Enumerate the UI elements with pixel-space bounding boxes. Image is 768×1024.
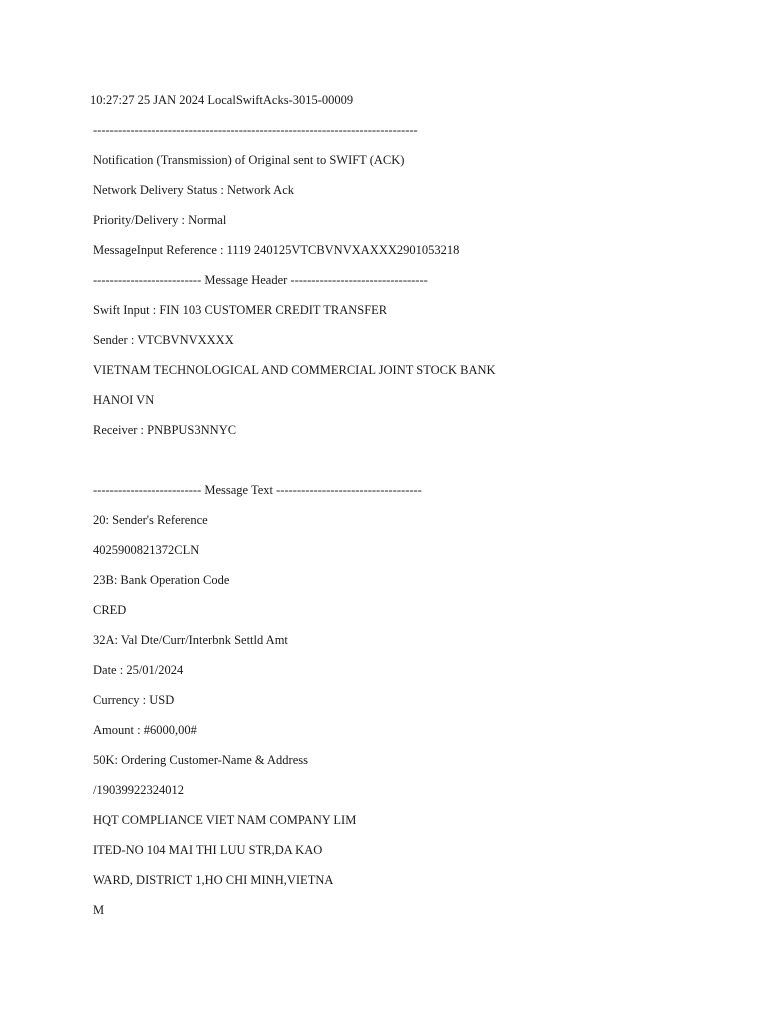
field-50k-line1: HQT COMPLIANCE VIET NAM COMPANY LIM: [93, 813, 357, 827]
sender-city: HANOI VN: [93, 393, 155, 407]
message-header-separator: -------------------------- Message Header ---------------------------------: [93, 273, 428, 287]
field-50k-line3: WARD, DISTRICT 1,HO CHI MINH,VIETNA: [93, 873, 334, 887]
swift-input: Swift Input : FIN 103 CUSTOMER CREDIT TRANSFER: [93, 303, 388, 317]
priority-delivery: Priority/Delivery : Normal: [93, 213, 227, 227]
field-23b-value: CRED: [93, 603, 127, 617]
network-delivery-status: Network Delivery Status : Network Ack: [93, 183, 295, 197]
field-50k-label: 50K: Ordering Customer-Name & Address: [93, 753, 308, 767]
field-32a-date: Date : 25/01/2024: [93, 663, 184, 677]
timestamp-line: 10:27:27 25 JAN 2024 LocalSwiftAcks-3015-00009: [90, 93, 354, 107]
field-32a-currency: Currency : USD: [93, 693, 175, 707]
sender-bank-name: VIETNAM TECHNOLOGICAL AND COMMERCIAL JOINT STOCK BANK: [93, 363, 496, 377]
field-20-value: 4025900821372CLN: [93, 543, 200, 557]
separator-top: ------------------------------------------------------------------------------: [93, 123, 418, 137]
field-50k-line4: M: [93, 903, 105, 917]
field-32a-amount: Amount : #6000,00#: [93, 723, 197, 737]
field-50k-account: /19039922324012: [93, 783, 184, 797]
field-23b-label: 23B: Bank Operation Code: [93, 573, 230, 587]
message-text-separator: -------------------------- Message Text -----------------------------------: [93, 483, 422, 497]
field-20-label: 20: Sender's Reference: [93, 513, 208, 527]
field-32a-label: 32A: Val Dte/Curr/Interbnk Settld Amt: [93, 633, 288, 647]
message-input-reference: MessageInput Reference : 1119 240125VTCBVNVXAXXX2901053218: [93, 243, 460, 257]
notification-line: Notification (Transmission) of Original sent to SWIFT (ACK): [93, 153, 405, 167]
field-50k-line2: ITED-NO 104 MAI THI LUU STR,DA KAO: [93, 843, 323, 857]
receiver: Receiver : PNBPUS3NNYC: [93, 423, 237, 437]
sender: Sender : VTCBVNVXXXX: [93, 333, 234, 347]
